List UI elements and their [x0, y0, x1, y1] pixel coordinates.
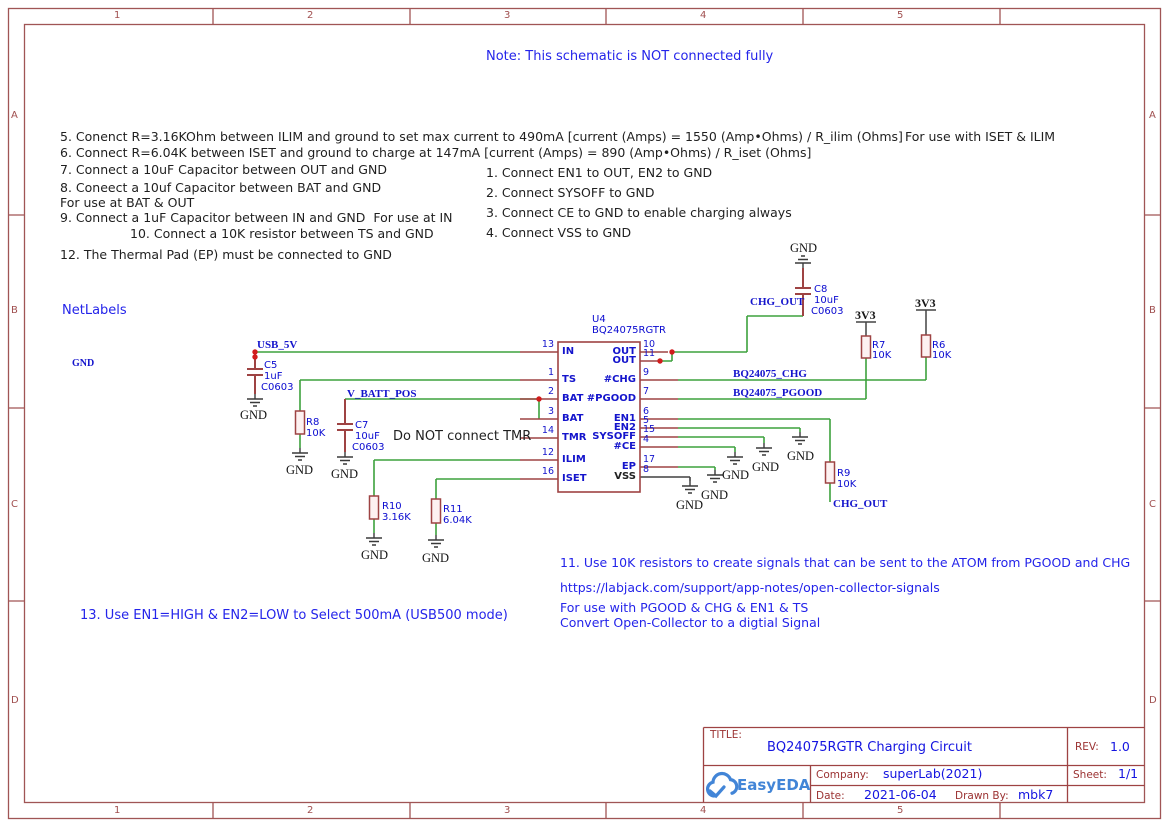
note-link[interactable]: https://labjack.com/support/app-notes/open-collector-signals: [560, 580, 940, 595]
pin-number: 10: [643, 339, 656, 350]
sheet-label: Sheet:: [1073, 769, 1107, 781]
gnd-label[interactable]: GND: [422, 551, 450, 565]
note-4[interactable]: 4. Connect VSS to GND: [486, 225, 632, 240]
frame-row-label: C: [11, 499, 18, 510]
gnd-symbol[interactable]: [292, 448, 308, 460]
net-label-bq24075-chg[interactable]: BQ24075_CHG: [733, 368, 807, 380]
easyeda-logo-text: EasyEDA: [737, 776, 811, 794]
rev-label: REV:: [1075, 741, 1099, 753]
title-label: TITLE:: [710, 729, 742, 741]
pin-name: OUT: [612, 346, 636, 357]
frame-col-label: 3: [504, 10, 511, 21]
label-r7-ref[interactable]: R7: [872, 340, 886, 351]
label-r8-value[interactable]: 10K: [306, 428, 326, 439]
label-c7-ref[interactable]: C7: [355, 420, 369, 431]
gnd-symbol[interactable]: [756, 443, 772, 455]
pin-name: OUT: [612, 355, 636, 366]
pin-name: BAT: [562, 413, 584, 424]
pin-name: #CE: [613, 441, 636, 452]
note-tmr[interactable]: Do NOT connect TMR: [393, 429, 532, 444]
net-label-usb-5v[interactable]: USB_5V: [257, 339, 298, 351]
gnd-legend-label[interactable]: GND: [72, 358, 95, 369]
resistor-r9[interactable]: [826, 462, 835, 483]
net-label-v-batt-pos[interactable]: V_BATT_POS: [347, 388, 417, 400]
label-r6-value[interactable]: 10K: [932, 350, 952, 361]
netlabels-title[interactable]: NetLabels: [62, 303, 127, 318]
gnd-label[interactable]: GND: [240, 408, 268, 422]
drawn-by-value[interactable]: mbk7: [1018, 787, 1054, 802]
note-9[interactable]: 9. Connect a 1uF Capacitor between IN and GND For use at IN: [60, 210, 453, 225]
company-value[interactable]: superLab(2021): [883, 766, 983, 781]
note-6[interactable]: 6. Connect R=6.04K between ISET and ground to charge at 147mA [current (Amps) = 890 (Amp•Ohms) / R_iset (Ohms]: [60, 145, 812, 160]
net-label-chg-out[interactable]: CHG_OUT: [750, 296, 805, 308]
note-12[interactable]: 12. The Thermal Pad (EP) must be connected to GND: [60, 247, 392, 262]
frame-col-label: 3: [504, 805, 511, 816]
frame-row-label: D: [11, 695, 19, 706]
note-13[interactable]: 13. Use EN1=HIGH & EN2=LOW to Select 500mA (USB500 mode): [80, 608, 508, 623]
gnd-symbol[interactable]: [795, 256, 811, 268]
date-value[interactable]: 2021-06-04: [864, 787, 937, 802]
pin-number: 2: [547, 386, 554, 397]
label-r7-value[interactable]: 10K: [872, 350, 892, 361]
frame-row-label: A: [11, 110, 18, 121]
pin-number: 8: [643, 464, 650, 475]
frame-col-label: 1: [114, 805, 121, 816]
gnd-label[interactable]: GND: [790, 241, 818, 255]
note-2[interactable]: 2. Connect SYSOFF to GND: [486, 185, 655, 200]
pin-name: TS: [562, 374, 577, 385]
label-r10-ref[interactable]: R10: [382, 501, 402, 512]
frame-row-label: A: [1149, 110, 1156, 121]
note-8b[interactable]: For use at BAT & OUT: [60, 195, 195, 210]
company-label: Company:: [816, 769, 869, 781]
gnd-label[interactable]: GND: [752, 460, 780, 474]
frame-col-label: 5: [897, 10, 904, 21]
pin-name: VSS: [614, 471, 636, 482]
gnd-label[interactable]: GND: [331, 467, 359, 481]
pin-number: 17: [643, 454, 656, 465]
frame-col-label: 5: [897, 805, 904, 816]
resistor-r6[interactable]: [922, 335, 931, 357]
rev-value[interactable]: 1.0: [1110, 739, 1130, 754]
label-r11-ref[interactable]: R11: [443, 504, 463, 515]
gnd-symbol[interactable]: [792, 432, 808, 444]
pin-number: 3: [547, 406, 554, 417]
frame-row-label: B: [1149, 305, 1156, 316]
gnd-symbol[interactable]: [366, 533, 382, 545]
gnd-symbol[interactable]: [247, 394, 263, 406]
pin-name: EP: [621, 461, 636, 472]
label-c5-ref[interactable]: C5: [264, 360, 278, 371]
gnd-symbol[interactable]: [428, 535, 444, 547]
junction-dot: [252, 354, 257, 359]
date-label: Date:: [816, 790, 845, 802]
note-3[interactable]: 3. Connect CE to GND to enable charging always: [486, 205, 792, 220]
gnd-symbols[interactable]: [247, 256, 811, 547]
gnd-label[interactable]: GND: [361, 548, 389, 562]
resistor-r10[interactable]: [370, 496, 379, 519]
label-r10-value[interactable]: 3.16K: [382, 512, 411, 523]
label-u4-ref[interactable]: U4: [592, 314, 606, 325]
note-use-with[interactable]: For use with PGOOD & CHG & EN1 & TS: [560, 600, 809, 615]
label-r8-ref[interactable]: R8: [306, 417, 320, 428]
sheet-value[interactable]: 1/1: [1118, 766, 1139, 781]
frame-col-label: 2: [307, 805, 314, 816]
label-c8-value[interactable]: 10uF: [814, 295, 839, 306]
label-c7-footprint[interactable]: C0603: [352, 442, 385, 453]
resistor-r7[interactable]: [862, 336, 871, 358]
note-top[interactable]: Note: This schematic is NOT connected fully: [486, 49, 774, 64]
gnd-label[interactable]: GND: [701, 488, 729, 502]
pin-number: 15: [643, 424, 656, 435]
label-c8-ref[interactable]: C8: [814, 284, 828, 295]
note-1[interactable]: 1. Connect EN1 to OUT, EN2 to GND: [486, 165, 713, 180]
frame-col-label: 1: [114, 10, 121, 21]
resistor-r11[interactable]: [432, 499, 441, 523]
pin-number: 14: [541, 425, 554, 436]
label-c5-footprint[interactable]: C0603: [261, 382, 294, 393]
frame-col-label: 2: [307, 10, 314, 21]
net-label-chg-out[interactable]: CHG_OUT: [833, 498, 888, 510]
label-c8-footprint[interactable]: C0603: [811, 306, 844, 317]
resistor-r8[interactable]: [296, 411, 305, 434]
note-5[interactable]: 5. Conenct R=3.16KOhm between ILIM and ground to set max current to 490mA [current (Amps) = 1550 (Amp•Ohms) / R_ilim (Ohms]: [60, 129, 903, 144]
gnd-label[interactable]: GND: [787, 449, 815, 463]
junction-dot: [669, 349, 674, 354]
gnd-label[interactable]: GND: [676, 498, 704, 512]
label-r9-ref[interactable]: R9: [837, 468, 851, 479]
net-label-3v3[interactable]: 3V3: [855, 308, 876, 322]
sheet-title[interactable]: BQ24075RGTR Charging Circuit: [767, 740, 972, 755]
net-label-3v3[interactable]: 3V3: [915, 296, 936, 310]
wire-vss[interactable]: [640, 477, 690, 481]
label-u4-part[interactable]: BQ24075RGTR: [592, 325, 666, 336]
pin-number: 9: [643, 367, 650, 378]
pin-name: TMR: [562, 432, 587, 443]
pin-number: 6: [643, 406, 650, 417]
pin-number: 11: [643, 348, 656, 359]
pin-name: SYSOFF: [592, 431, 636, 442]
net-label-bq24075-pgood[interactable]: BQ24075_PGOOD: [733, 387, 823, 399]
frame-col-label: 4: [700, 10, 707, 21]
junction-dot: [657, 358, 662, 363]
gnd-symbol[interactable]: [682, 481, 698, 493]
note-convert[interactable]: Convert Open-Collector to a digtial Signal: [560, 615, 821, 630]
gnd-symbol[interactable]: [727, 452, 743, 464]
pin-number: 5: [643, 415, 650, 426]
frame-row-label: B: [11, 305, 18, 316]
note-8[interactable]: 8. Coneect a 10uf Capacitor between BAT and GND: [60, 180, 382, 195]
pin-number: 4: [643, 434, 650, 445]
gnd-symbol[interactable]: [337, 452, 353, 464]
gnd-label[interactable]: GND: [722, 468, 750, 482]
drawn-by-label: Drawn By:: [955, 790, 1009, 802]
note-11[interactable]: 11. Use 10K resistors to create signals that can be sent to the ATOM from PGOOD and CHG: [560, 555, 1131, 570]
pin-number: 1: [547, 367, 554, 378]
note-iset-ilim[interactable]: For use with ISET & ILIM: [905, 129, 1056, 144]
note-10[interactable]: 10. Connect a 10K resistor between TS and GND: [130, 226, 434, 241]
frame-row-label: C: [1149, 499, 1156, 510]
capacitor-symbols[interactable]: [247, 268, 811, 452]
gnd-symbol[interactable]: [707, 470, 723, 482]
frame-row-label: D: [1149, 695, 1157, 706]
note-7[interactable]: 7. Connect a 10uF Capacitor between OUT and GND: [60, 162, 387, 177]
pin-name: EN2: [613, 422, 636, 433]
pin-name: #CHG: [603, 374, 636, 385]
pin-number: 7: [643, 386, 650, 397]
pin-number: 13: [541, 339, 554, 350]
gnd-label[interactable]: GND: [286, 463, 314, 477]
frame-col-label: 4: [700, 805, 707, 816]
label-c5-value[interactable]: 1uF: [264, 371, 283, 382]
pin-number: 12: [541, 447, 554, 458]
pin-name: ISET: [562, 473, 587, 484]
label-c7-value[interactable]: 10uF: [355, 431, 380, 442]
label-r6-ref[interactable]: R6: [932, 340, 946, 351]
pin-name: #PGOOD: [586, 393, 636, 404]
label-r11-value[interactable]: 6.04K: [443, 515, 472, 526]
pin-name: IN: [562, 346, 575, 357]
pin-name: EN1: [613, 413, 636, 424]
label-r9-value[interactable]: 10K: [837, 479, 857, 490]
easyeda-logo-icon: [708, 774, 737, 796]
pin-name: BAT: [562, 393, 584, 404]
pin-name: ILIM: [562, 454, 586, 465]
pin-number: 16: [541, 466, 554, 477]
